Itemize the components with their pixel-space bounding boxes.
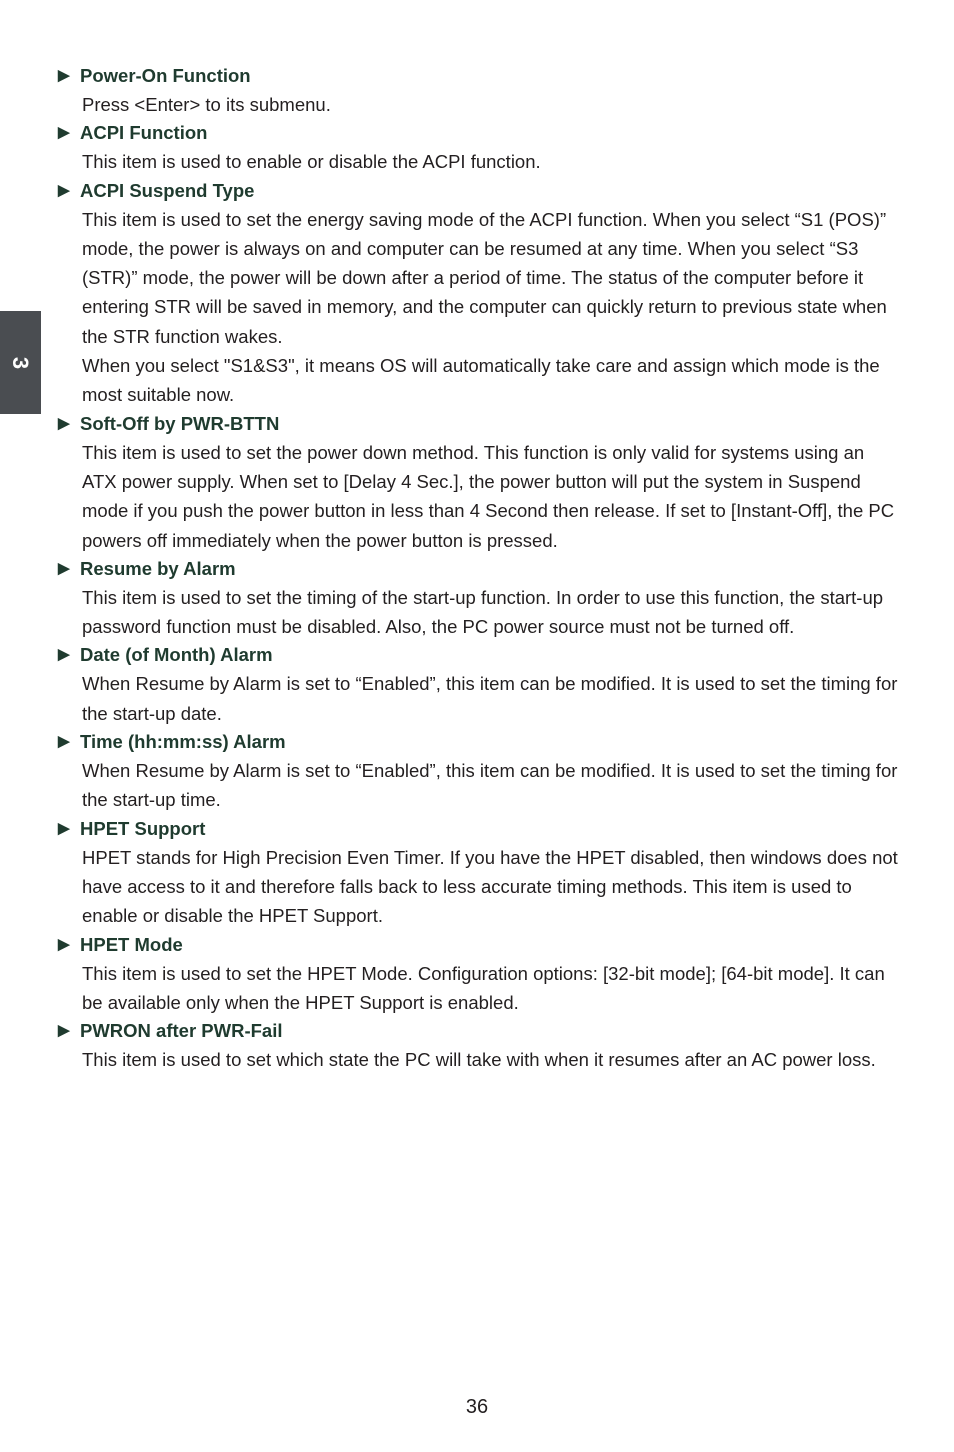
item-acpi-suspend-type xyxy=(58,177,898,410)
item-power-on-function xyxy=(58,62,898,119)
item-description: When you select "S1&S3", it means OS will automatically take care and assign which mode is the most suitable now. xyxy=(82,355,880,406)
item-heading xyxy=(58,728,898,756)
item-title: Time (hh:mm:ss) Alarm xyxy=(80,731,286,753)
triangle-bullet-icon: ▶ xyxy=(58,124,70,142)
triangle-bullet-icon: ▶ xyxy=(58,935,70,953)
item-description: This item is used to set which state the PC will take with when it resumes after an AC power loss. xyxy=(82,1049,876,1071)
item-title: PWRON after PWR-Fail xyxy=(80,1020,283,1042)
item-soft-off-by-pwr-bttn xyxy=(58,410,898,555)
item-heading xyxy=(58,410,898,438)
triangle-bullet-icon: ▶ xyxy=(58,646,70,664)
item-description: This item is used to enable or disable the ACPI function. xyxy=(82,151,541,173)
item-title: Date (of Month) Alarm xyxy=(80,644,273,666)
item-heading xyxy=(58,119,898,147)
item-title: ACPI Function xyxy=(80,122,208,144)
item-heading xyxy=(58,555,898,583)
item-heading xyxy=(58,177,898,205)
triangle-bullet-icon: ▶ xyxy=(58,559,70,577)
item-description: HPET stands for High Precision Even Timer. If you have the HPET disabled, then windows does not have access to it and therefore falls back to less accurate timing methods. This item is used to enable or disable the HPET Support. xyxy=(82,846,898,927)
item-title: HPET Support xyxy=(80,817,206,839)
item-heading xyxy=(58,815,898,843)
item-heading xyxy=(58,62,898,90)
item-description: When Resume by Alarm is set to “Enabled”, this item can be modified. It is used to set the timing for the start-up time. xyxy=(82,760,898,811)
chapter-tab xyxy=(0,311,41,414)
item-hpet-mode xyxy=(58,931,898,1018)
item-description: This item is used to set the HPET Mode. Configuration options: [32-bit mode]; [64-bit mode]. It can be available only when the HPET Support is enabled. xyxy=(82,962,885,1013)
item-description: This item is used to set the power down method. This function is only valid for systems using an ATX power supply. When set to [Delay 4 Sec.], the power button will put the system in Suspend mode if you push the power button in less than 4 Second then release. If set to [Instant-Off], the PC powers off immediately when the power button is pressed. xyxy=(82,441,895,551)
triangle-bullet-icon: ▶ xyxy=(58,181,70,199)
page-content xyxy=(58,62,898,1074)
item-title: HPET Mode xyxy=(80,933,183,955)
item-description: When Resume by Alarm is set to “Enabled”, this item can be modified. It is used to set the timing for the start-up date. xyxy=(82,673,898,724)
triangle-bullet-icon: ▶ xyxy=(58,414,70,432)
triangle-bullet-icon: ▶ xyxy=(58,1022,70,1040)
item-description: This item is used to set the timing of the start-up function. In order to use this function, the start-up password function must be disabled. Also, the PC power source must not be turned off. xyxy=(82,586,884,638)
triangle-bullet-icon: ▶ xyxy=(58,819,70,837)
item-heading xyxy=(58,931,898,959)
triangle-bullet-icon: ▶ xyxy=(58,67,70,84)
item-resume-by-alarm xyxy=(58,555,898,642)
item-title: Power-On Function xyxy=(80,65,251,86)
item-hpet-support xyxy=(58,815,898,931)
item-time-alarm xyxy=(58,728,898,815)
item-heading xyxy=(58,1017,898,1045)
item-pwron-after-pwr-fail xyxy=(58,1017,898,1074)
item-description: Press <Enter> to its submenu. xyxy=(82,94,331,115)
triangle-bullet-icon: ▶ xyxy=(58,733,70,751)
item-heading xyxy=(58,641,898,669)
item-description: This item is used to set the energy saving mode of the ACPI function. When you select “S1 (POS)” mode, the power is always on and computer can be resumed at any time. When you select “S3 (STR)” mode, the power will be down after a period of time. The status of the computer before it entering STR will be saved in memory, and the computer can quickly return to previous state when the STR function wakes. xyxy=(82,208,887,347)
item-acpi-function xyxy=(58,119,898,176)
page-number: 36 xyxy=(465,1396,489,1418)
item-title: Soft-Off by PWR-BTTN xyxy=(80,412,280,434)
item-title: ACPI Suspend Type xyxy=(80,179,255,201)
chapter-number: 3 xyxy=(8,356,34,369)
item-title: Resume by Alarm xyxy=(80,557,236,579)
item-date-of-month-alarm xyxy=(58,641,898,728)
